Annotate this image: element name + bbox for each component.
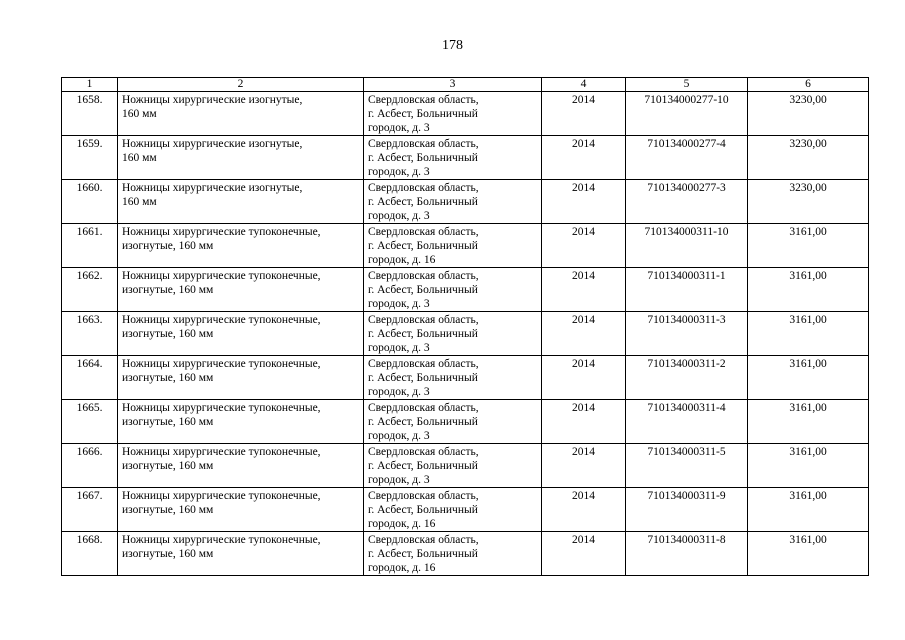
header-cell-col-3: 3 — [364, 78, 542, 92]
address-line: г. Асбест, Больничный — [368, 240, 478, 252]
cost-cell — [748, 268, 869, 312]
item-name-cell — [118, 356, 364, 400]
item-name-line: Ножницы хирургические изогнутые, — [122, 138, 303, 150]
table-row — [62, 180, 869, 224]
cost-value: 3161,00 — [789, 314, 827, 326]
address-line: Свердловская область, — [368, 402, 479, 414]
year-value: 2014 — [572, 94, 595, 106]
row-number-cell — [62, 488, 118, 532]
header-row — [62, 78, 869, 92]
row-number-cell — [62, 532, 118, 576]
address-line: Свердловская область, — [368, 358, 479, 370]
inventory-number: 710134000277-10 — [644, 94, 729, 106]
inventory-number: 710134000277-4 — [647, 138, 726, 150]
item-name-cell — [118, 180, 364, 224]
cost-cell — [748, 444, 869, 488]
year-cell — [542, 356, 626, 400]
item-name-line: изогнутые, 160 мм — [122, 284, 214, 296]
row-number: 1664. — [76, 358, 103, 370]
cost-cell — [748, 180, 869, 224]
address-line: Свердловская область, — [368, 534, 479, 546]
item-name-cell — [118, 400, 364, 444]
year-cell — [542, 224, 626, 268]
address-line: городок, д. 16 — [368, 562, 436, 574]
address-line: г. Асбест, Больничный — [368, 284, 478, 296]
address-line: Свердловская область, — [368, 226, 479, 238]
row-number-cell — [62, 224, 118, 268]
address-line: городок, д. 3 — [368, 210, 430, 222]
address-line: г. Асбест, Больничный — [368, 328, 478, 340]
table-body — [62, 92, 869, 576]
row-number: 1667. — [76, 490, 103, 502]
inventory-number: 710134000311-4 — [647, 402, 726, 414]
cost-value: 3161,00 — [789, 534, 827, 546]
table-row — [62, 224, 869, 268]
address-line: г. Асбест, Больничный — [368, 108, 478, 120]
row-number: 1666. — [76, 446, 103, 458]
address-line: Свердловская область, — [368, 94, 479, 106]
cost-value: 3161,00 — [789, 490, 827, 502]
address-line: городок, д. 3 — [368, 122, 430, 134]
year-cell — [542, 92, 626, 136]
item-name-cell — [118, 268, 364, 312]
year-value: 2014 — [572, 226, 595, 238]
address-line: г. Асбест, Больничный — [368, 460, 478, 472]
year-cell — [542, 136, 626, 180]
address-line: г. Асбест, Больничный — [368, 196, 478, 208]
item-name-line: Ножницы хирургические изогнутые, — [122, 94, 303, 106]
year-cell — [542, 400, 626, 444]
table-row — [62, 444, 869, 488]
row-number: 1661. — [76, 226, 103, 238]
address-cell — [364, 92, 542, 136]
inventory-number-cell — [626, 224, 748, 268]
row-number: 1660. — [76, 182, 103, 194]
cost-value: 3161,00 — [789, 446, 827, 458]
address-line: г. Асбест, Больничный — [368, 548, 478, 560]
inventory-number-cell — [626, 532, 748, 576]
table-row — [62, 312, 869, 356]
item-name-cell — [118, 224, 364, 268]
address-cell — [364, 180, 542, 224]
year-cell — [542, 488, 626, 532]
year-value: 2014 — [572, 314, 595, 326]
cost-cell — [748, 92, 869, 136]
item-name-cell — [118, 92, 364, 136]
item-name-cell — [118, 532, 364, 576]
year-cell — [542, 180, 626, 224]
year-cell — [542, 312, 626, 356]
address-line: Свердловская область, — [368, 446, 479, 458]
item-name-line: Ножницы хирургические изогнутые, — [122, 182, 303, 194]
item-name-line: изогнутые, 160 мм — [122, 328, 214, 340]
cost-value: 3161,00 — [789, 270, 827, 282]
year-cell — [542, 268, 626, 312]
item-name-line: 160 мм — [122, 108, 157, 120]
item-name-cell — [118, 488, 364, 532]
address-line: городок, д. 3 — [368, 166, 430, 178]
cost-value: 3230,00 — [789, 138, 827, 150]
year-value: 2014 — [572, 402, 595, 414]
item-name-line: Ножницы хирургические тупоконечные, — [122, 490, 321, 502]
cost-cell — [748, 356, 869, 400]
row-number: 1668. — [76, 534, 103, 546]
address-cell — [364, 488, 542, 532]
year-value: 2014 — [572, 490, 595, 502]
address-line: городок, д. 3 — [368, 298, 430, 310]
address-line: г. Асбест, Больничный — [368, 504, 478, 516]
address-line: городок, д. 16 — [368, 518, 436, 530]
address-line: Свердловская область, — [368, 138, 479, 150]
item-name-line: изогнутые, 160 мм — [122, 460, 214, 472]
item-name-line: 160 мм — [122, 152, 157, 164]
address-line: Свердловская область, — [368, 182, 479, 194]
inventory-number: 710134000311-9 — [647, 490, 726, 502]
address-line: г. Асбест, Больничный — [368, 152, 478, 164]
address-line: Свердловская область, — [368, 270, 479, 282]
header-cell-col-1: 1 — [62, 78, 118, 92]
row-number: 1658. — [76, 94, 103, 106]
inventory-number: 710134000311-5 — [647, 446, 726, 458]
year-value: 2014 — [572, 534, 595, 546]
year-value: 2014 — [572, 446, 595, 458]
row-number: 1665. — [76, 402, 103, 414]
inventory-number: 710134000277-3 — [647, 182, 726, 194]
inventory-number-cell — [626, 444, 748, 488]
header-cell-col-5: 5 — [626, 78, 748, 92]
address-line: городок, д. 3 — [368, 342, 430, 354]
inventory-number: 710134000311-10 — [644, 226, 729, 238]
address-line: Свердловская область, — [368, 314, 479, 326]
address-cell — [364, 532, 542, 576]
property-table — [61, 77, 869, 576]
cost-cell — [748, 488, 869, 532]
inventory-number: 710134000311-3 — [647, 314, 726, 326]
inventory-number-cell — [626, 312, 748, 356]
row-number: 1663. — [76, 314, 103, 326]
item-name-line: 160 мм — [122, 196, 157, 208]
cost-cell — [748, 312, 869, 356]
item-name-line: Ножницы хирургические тупоконечные, — [122, 446, 321, 458]
row-number-cell — [62, 136, 118, 180]
row-number-cell — [62, 400, 118, 444]
item-name-line: Ножницы хирургические тупоконечные, — [122, 534, 321, 546]
item-name-cell — [118, 136, 364, 180]
table-row — [62, 136, 869, 180]
address-line: городок, д. 3 — [368, 430, 430, 442]
inventory-number-cell — [626, 180, 748, 224]
cost-value: 3230,00 — [789, 94, 827, 106]
table-row — [62, 488, 869, 532]
address-cell — [364, 444, 542, 488]
page-number: 178 — [442, 38, 463, 53]
address-line: городок, д. 3 — [368, 474, 430, 486]
address-cell — [364, 400, 542, 444]
year-value: 2014 — [572, 270, 595, 282]
inventory-number-cell — [626, 92, 748, 136]
cost-cell — [748, 400, 869, 444]
cost-value: 3161,00 — [789, 358, 827, 370]
item-name-line: Ножницы хирургические тупоконечные, — [122, 270, 321, 282]
item-name-line: Ножницы хирургические тупоконечные, — [122, 358, 321, 370]
address-line: Свердловская область, — [368, 490, 479, 502]
item-name-line: изогнутые, 160 мм — [122, 504, 214, 516]
inventory-number: 710134000311-2 — [647, 358, 726, 370]
year-value: 2014 — [572, 138, 595, 150]
cost-cell — [748, 224, 869, 268]
inventory-number: 710134000311-1 — [647, 270, 726, 282]
inventory-number-cell — [626, 356, 748, 400]
row-number-cell — [62, 444, 118, 488]
item-name-line: изогнутые, 160 мм — [122, 548, 214, 560]
table-row — [62, 400, 869, 444]
table-row — [62, 532, 869, 576]
row-number-cell — [62, 92, 118, 136]
cost-cell — [748, 532, 869, 576]
row-number-cell — [62, 268, 118, 312]
address-line: г. Асбест, Больничный — [368, 372, 478, 384]
year-cell — [542, 444, 626, 488]
item-name-cell — [118, 312, 364, 356]
inventory-number-cell — [626, 400, 748, 444]
row-number: 1662. — [76, 270, 103, 282]
year-value: 2014 — [572, 182, 595, 194]
row-number-cell — [62, 356, 118, 400]
item-name-cell — [118, 444, 364, 488]
header-cell-col-6: 6 — [748, 78, 869, 92]
address-cell — [364, 136, 542, 180]
address-line: г. Асбест, Больничный — [368, 416, 478, 428]
cost-value: 3230,00 — [789, 182, 827, 194]
item-name-line: Ножницы хирургические тупоконечные, — [122, 402, 321, 414]
address-cell — [364, 224, 542, 268]
year-cell — [542, 532, 626, 576]
item-name-line: изогнутые, 160 мм — [122, 240, 214, 252]
address-cell — [364, 312, 542, 356]
header-cell-col-2: 2 — [118, 78, 364, 92]
inventory-number-cell — [626, 136, 748, 180]
cost-cell — [748, 136, 869, 180]
row-number-cell — [62, 312, 118, 356]
table-row — [62, 92, 869, 136]
year-value: 2014 — [572, 358, 595, 370]
address-line: городок, д. 3 — [368, 386, 430, 398]
item-name-line: Ножницы хирургические тупоконечные, — [122, 226, 321, 238]
item-name-line: изогнутые, 160 мм — [122, 372, 214, 384]
cost-value: 3161,00 — [789, 402, 827, 414]
row-number-cell — [62, 180, 118, 224]
header-cell-col-4: 4 — [542, 78, 626, 92]
address-line: городок, д. 16 — [368, 254, 436, 266]
table-row — [62, 356, 869, 400]
inventory-number: 710134000311-8 — [647, 534, 726, 546]
inventory-number-cell — [626, 268, 748, 312]
row-number: 1659. — [76, 138, 103, 150]
table-row — [62, 268, 869, 312]
item-name-line: Ножницы хирургические тупоконечные, — [122, 314, 321, 326]
inventory-number-cell — [626, 488, 748, 532]
address-cell — [364, 356, 542, 400]
address-cell — [364, 268, 542, 312]
cost-value: 3161,00 — [789, 226, 827, 238]
item-name-line: изогнутые, 160 мм — [122, 416, 214, 428]
